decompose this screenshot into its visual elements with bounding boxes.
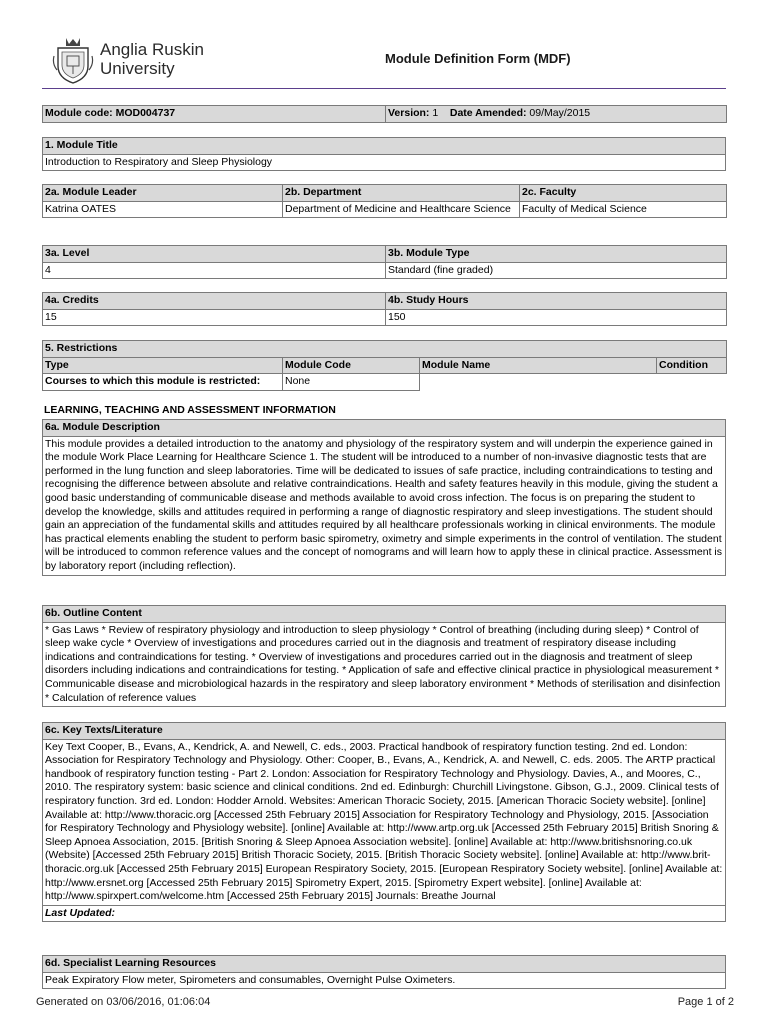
university-logo	[52, 36, 202, 84]
module-type-value: Standard (fine graded)	[386, 262, 727, 279]
faculty-heading: 2c. Faculty	[520, 185, 727, 202]
study-hours-heading: 4b. Study Hours	[386, 293, 727, 310]
learning-resources-table	[42, 955, 726, 989]
module-description-table	[42, 419, 726, 576]
credits-hours-table	[42, 292, 727, 326]
module-description-heading: 6a. Module Description	[43, 420, 726, 437]
department-value: Department of Medicine and Healthcare Science	[283, 201, 520, 218]
crest-icon	[52, 36, 94, 84]
form-title: Module Definition Form (MDF)	[385, 51, 571, 66]
module-leader-value: Katrina OATES	[43, 201, 283, 218]
restrictions-col-code: Module Code	[283, 357, 420, 374]
restrictions-row-code: None	[283, 374, 420, 391]
version-date-cell	[386, 106, 727, 123]
last-updated-label: Last Updated:	[43, 905, 726, 922]
module-title-heading: 1. Module Title	[43, 138, 726, 155]
restrictions-row-empty-2	[657, 374, 727, 391]
level-heading: 3a. Level	[43, 246, 386, 263]
module-description-text: This module provides a detailed introduction to the anatomy and physiology of the respiratory system and will underpin the experience gained in the module Work Place Learning for Healthcare Science 1. The student will be introduced to a number of non-invasive diagnostic tests that are performed in the lung function and sleep laboratories. Time will be dedicated to issues of safe practice, including contraindications to testing and recognising the difference between absolute and relative contraindications. Health and safety features heavily in this module, giving the student a good basic understanding of communicable disease and methods available to avoid cross infection. The focus is on preparing the student to develop the knowledge, skills and attitudes required in performing a range of diagnostic respiratory and sleep investigations. The student should gain an appreciation of the fundamental skills and attitudes required by all healthcare professionals working in clinical environments. The module has practical elements enabling the student to perform basic spirometry, oximetry and simple experiments in the control of ventilation. The student will be introduced to common reference values and the concept of nomograms and will learn how to apply these in clinical practice. Assessment is by laboratory report (including reflection).	[43, 436, 726, 575]
logo-line-1: Anglia Ruskin	[100, 40, 204, 59]
module-leader-heading: 2a. Module Leader	[43, 185, 283, 202]
restrictions-col-name: Module Name	[420, 357, 657, 374]
credits-value: 15	[43, 309, 386, 326]
key-texts-heading: 6c. Key Texts/Literature	[43, 723, 726, 740]
page-header	[0, 0, 770, 100]
module-info-table	[42, 105, 727, 123]
outline-content-table	[42, 605, 726, 707]
generated-timestamp: Generated on 03/06/2016, 01:06:04	[36, 996, 211, 1008]
leadership-table	[42, 184, 727, 218]
learning-resources-heading: 6d. Specialist Learning Resources	[43, 956, 726, 973]
version-label: Version:	[388, 107, 430, 119]
module-title-value: Introduction to Respiratory and Sleep Physiology	[43, 154, 726, 171]
outline-content-text: * Gas Laws * Review of respiratory physiology and introduction to sleep physiology * Control of breathing (including during sleep) * Control of sleep wake cycle * Overview of investigations and procedures carried out in the diagnosis and treatment of respiratory disease including indications and contraindications for testing. * Overview of investigations and procedures carried out in the diagnosis and treatment of sleep disorders including indications and contraindications for testing. * Application of safe and effective clinical practice in physiological measurement * Communicable disease and microbiological hazards in the respiratory and sleep laboratory environment * Methods of sterilisation and disinfection * Calculation of reference values	[43, 622, 726, 707]
restrictions-row-empty	[420, 374, 657, 391]
restrictions-heading: 5. Restrictions	[43, 341, 727, 358]
restrictions-table	[42, 340, 727, 391]
faculty-value: Faculty of Medical Science	[520, 201, 727, 218]
date-amended-value: 09/May/2015	[529, 107, 591, 119]
credits-heading: 4a. Credits	[43, 293, 386, 310]
outline-content-heading: 6b. Outline Content	[43, 606, 726, 623]
level-type-table	[42, 245, 727, 279]
module-type-heading: 3b. Module Type	[386, 246, 727, 263]
restrictions-row-label: Courses to which this module is restricted:	[43, 374, 283, 391]
key-texts-text: Key Text Cooper, B., Evans, A., Kendrick, A. and Newell, C. eds., 2003. Practical handbook of respiratory function testing. 2nd ed. London: Association for Respiratory Technology and Physiology. Other: Cooper, B., Evans, A., Kendrick, A. and Newell, C. eds. 2005. The ARTP practical handbook of respiratory function testing - Part 2. London: Association for Respiratory Technology and Physiology. Davies, A., and Moores, C., 2010. The respiratory system: basic science and clinical conditions. 2nd ed. Edinburgh: Churchill Livingstone. Gibson, G.J., 2009. Clinical tests of respiratory function. 3rd ed. London: Hodder Arnold. Websites: American Thoracic Society, 2015. [American Thoracic Society website]. [online] Available at: http://www.thoracic.org [Accessed 25th February 2015] Association for Respiratory Technology and Physiology, 2015. [Association for Respiratory Technology and Physiology website]. [online] Available at: http://www.artp.org.uk [Accessed 25th February 2015] British Snoring & Sleep Apnoea Association, 2015. [British Snoring & Sleep Apnoea Association website]. [online] Available at: http://www.britishsnoring.co.uk (Website) [Accessed 25th February 2015] British Thoracic Society, 2015. [British Thoracic Society website]. [online] Available at: http://www.brit-thoracic.org.uk [Accessed 25th February 2015] European Respiratory Society, 2015. [European Respiratory Society website]. [online] Available at: http://www.ersnet.org [Accessed 25th February 2015] Spirometry Expert, 2015. [Spirometry Expert website]. [online] Available at: http://www.spirxpert.com/welcome.htm [Accessed 25th February 2015] Journals: Breathe Journal	[43, 739, 726, 905]
page-number: Page 1 of 2	[677, 996, 734, 1008]
logo-line-2: University	[100, 59, 175, 78]
learning-resources-text: Peak Expiratory Flow meter, Spirometers and consumables, Overnight Pulse Oximeters.	[43, 972, 726, 989]
restrictions-col-condition: Condition	[657, 357, 727, 374]
module-title-table	[42, 137, 726, 171]
version-value: 1	[432, 107, 439, 119]
date-amended-label: Date Amended:	[449, 107, 527, 119]
study-hours-value: 150	[386, 309, 727, 326]
level-value: 4	[43, 262, 386, 279]
restrictions-col-type: Type	[43, 357, 283, 374]
lta-heading: LEARNING, TEACHING AND ASSESSMENT INFORMATION	[44, 404, 336, 416]
department-heading: 2b. Department	[283, 185, 520, 202]
module-code: Module code: MOD004737	[43, 106, 386, 123]
header-divider	[42, 88, 726, 89]
key-texts-table	[42, 722, 726, 922]
